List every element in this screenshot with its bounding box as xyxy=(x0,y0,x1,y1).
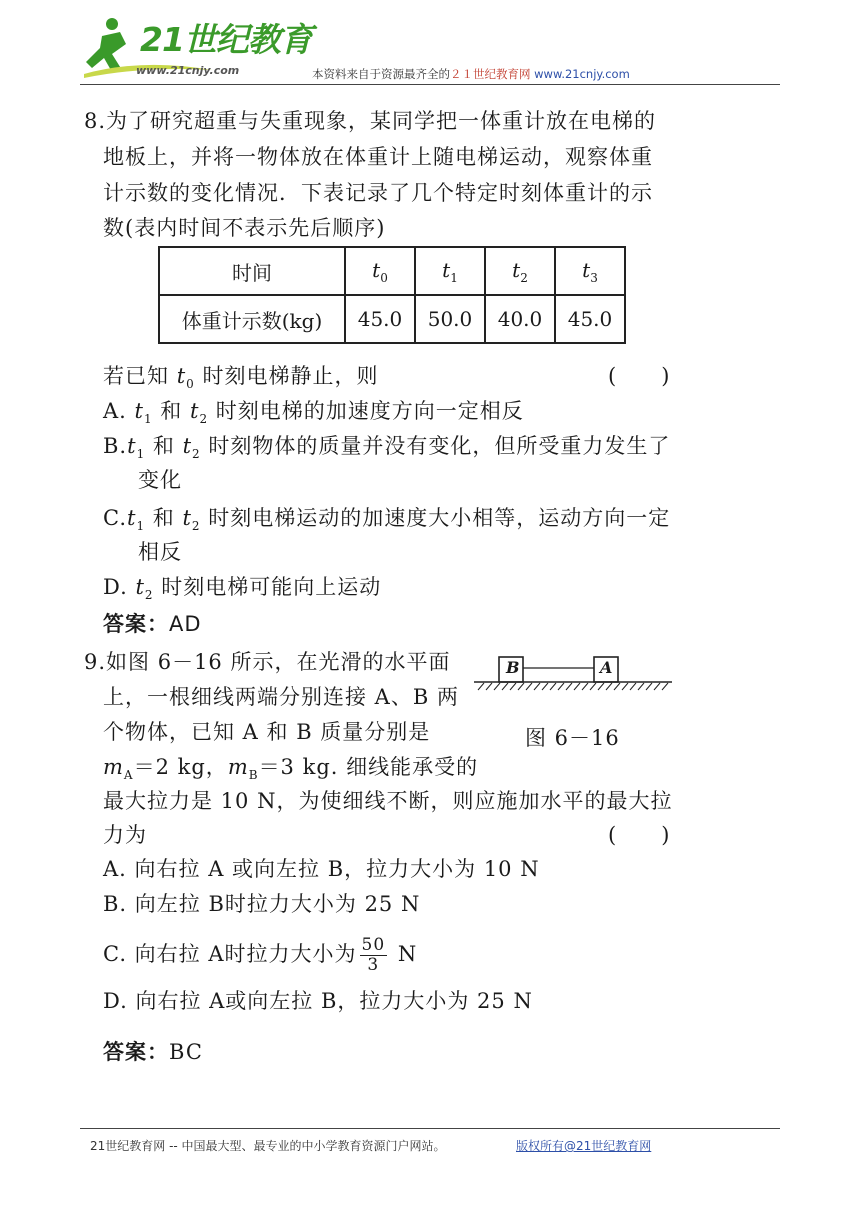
q8-option-b-continued: 变化 xyxy=(138,468,182,492)
q8-option-b: $B.t_1$ 和 $t_2$ 时刻物体的质量并没有变化，但所受重力发生了 xyxy=(103,434,671,462)
q9-line-5: 最大拉力是 10 N，为使细线不断，则应施加水平的最大拉 xyxy=(103,789,673,813)
block-a-label: A xyxy=(600,658,613,677)
footer-copyright-link[interactable]: 版权所有@21世纪教育网 xyxy=(516,1139,652,1153)
q8-option-d: D. $t_2$ 时刻电梯可能向上运动 xyxy=(103,575,382,603)
table-value-cell: 45.0 xyxy=(345,295,415,343)
q8-option-c-continued: 相反 xyxy=(138,540,182,564)
figure-caption: 图 6－16 xyxy=(525,726,620,750)
q8-line-4: 数(表内时间不表示先后顺序) xyxy=(103,216,386,240)
q8-answer: 答案：AD xyxy=(103,612,202,636)
fraction: $\frac{50}{3}$ xyxy=(361,935,386,975)
logo-url: www.21cnjy.com xyxy=(136,64,240,77)
block-b-label: B xyxy=(506,658,520,677)
q9-line-3: 个物体，已知 A 和 B 质量分别是 xyxy=(103,720,431,744)
q9-answer: 答案：BC xyxy=(103,1040,203,1064)
table-value-cell: 45.0 xyxy=(555,295,625,343)
q9-option-a: A. 向右拉 A 或向左拉 B，拉力大小为 10 N xyxy=(103,857,540,881)
q8-option-c: $C.t_1$ 和 $t_2$ 时刻电梯运动的加速度大小相等，运动方向一定 xyxy=(103,506,671,534)
q8-stem: 若已知 $t_0$ 时刻电梯静止，则 xyxy=(103,364,379,392)
table-row-label: 体重计示数(kg) xyxy=(159,295,345,343)
q9-answer-blank: ( ) xyxy=(608,823,671,847)
q8-line-3: 计示数的变化情况．下表记录了几个特定时刻体重计的示 xyxy=(103,181,653,205)
q9-line-6: 力为 xyxy=(103,823,147,847)
q9-line-4: $m_A=2$ kg，$m_B=3$ kg. 细线能承受的 xyxy=(103,755,479,783)
q9-line-2: 上，一根细线两端分别连接 A、B 两 xyxy=(103,685,459,709)
table-row xyxy=(159,247,625,295)
figure-blocks-diagram xyxy=(470,650,676,696)
table-time-cell: $t_0$ xyxy=(345,247,415,295)
footer-tagline: 21世纪教育网 -- 中国最大型、最专业的中小学教育资源门户网站。 xyxy=(90,1139,446,1153)
table-time-cell: $t_1$ xyxy=(415,247,485,295)
q9-option-d: D. 向右拉 A或向左拉 B，拉力大小为 25 N xyxy=(103,989,533,1013)
footer-divider xyxy=(80,1128,780,1129)
table-value-cell: 50.0 xyxy=(415,295,485,343)
table-row xyxy=(159,295,625,343)
table-value-cell: 40.0 xyxy=(485,295,555,343)
q8-line-2: 地板上，并将一物体放在体重计上随电梯运动，观察体重 xyxy=(103,145,653,169)
scale-reading-table xyxy=(158,246,626,344)
logo-text: 21世纪教育 xyxy=(140,20,312,59)
header-note: 本资料来自于资源最齐全的２１世纪教育网 www.21cnjy.com xyxy=(312,67,630,81)
q9-option-c: C. 向右拉 A时拉力大小为 $\frac{50}{3}$ N xyxy=(103,935,418,975)
table-time-cell: $t_2$ xyxy=(485,247,555,295)
ground-hatching xyxy=(478,683,668,690)
header-divider xyxy=(80,84,780,85)
table-time-cell: $t_3$ xyxy=(555,247,625,295)
q8-option-a: A. $t_1$ 和 $t_2$ 时刻电梯的加速度方向一定相反 xyxy=(103,399,524,427)
header-site-link[interactable]: ２１世纪教育网 xyxy=(450,67,531,81)
q8-line-1: 8.为了研究超重与失重现象，某同学把一体重计放在电梯的 xyxy=(84,109,657,133)
header-url-link[interactable]: www.21cnjy.com xyxy=(534,67,630,81)
q8-answer-blank: ( ) xyxy=(608,364,671,388)
q9-option-b: B. 向左拉 B时拉力大小为 25 N xyxy=(103,892,421,916)
q9-line-1: 9.如图 6－16 所示，在光滑的水平面 xyxy=(84,650,451,674)
table-header-label: 时间 xyxy=(159,247,345,295)
